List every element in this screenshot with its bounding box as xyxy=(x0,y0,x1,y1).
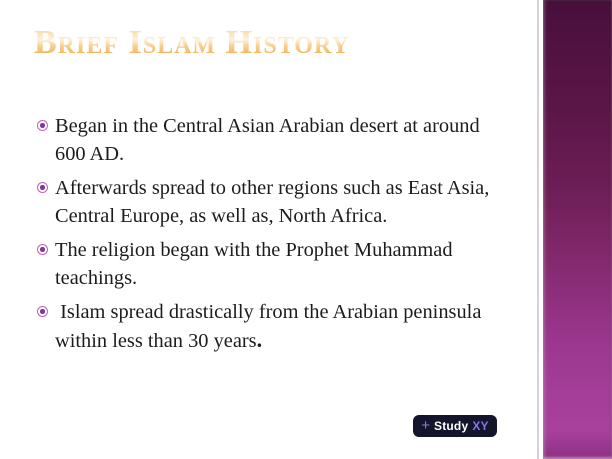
bullet-dot xyxy=(40,123,45,128)
badge-brand-xy: XY xyxy=(472,419,489,433)
bullet-dot xyxy=(40,309,45,314)
bullet-dot xyxy=(40,185,45,190)
bullet-text: Began in the Central Asian Arabian desert at around 600 AD. xyxy=(55,115,485,165)
bullet-item xyxy=(37,298,505,355)
bullet-item xyxy=(37,236,505,292)
slide-title: Brief Islam History xyxy=(34,24,350,61)
studyxy-logo xyxy=(413,415,497,437)
sidebar-divider-line xyxy=(537,0,539,459)
circled-dot-bullet-icon xyxy=(37,244,48,255)
bullet-text: The religion began with the Prophet Muhammad teachings. xyxy=(55,239,458,289)
bullet-dot xyxy=(40,247,45,252)
circled-dot-bullet-icon xyxy=(37,306,48,317)
badge-brand-study: Study xyxy=(434,419,469,433)
bullet-item xyxy=(37,112,505,168)
circled-dot-bullet-icon xyxy=(37,120,48,131)
bullet-text: Islam spread drastically from the Arabian peninsula within less than 30 years xyxy=(55,301,487,352)
bullet-item xyxy=(37,174,505,230)
bullet-text: Afterwards spread to other regions such as East Asia, Central Europe, as well as, North Africa. xyxy=(55,177,495,227)
circled-dot-bullet-icon xyxy=(37,182,48,193)
bullet-bold-period: . xyxy=(256,327,263,352)
bullet-list xyxy=(37,112,505,361)
plus-icon: + xyxy=(421,417,430,434)
decorative-purple-sidebar xyxy=(543,0,612,459)
